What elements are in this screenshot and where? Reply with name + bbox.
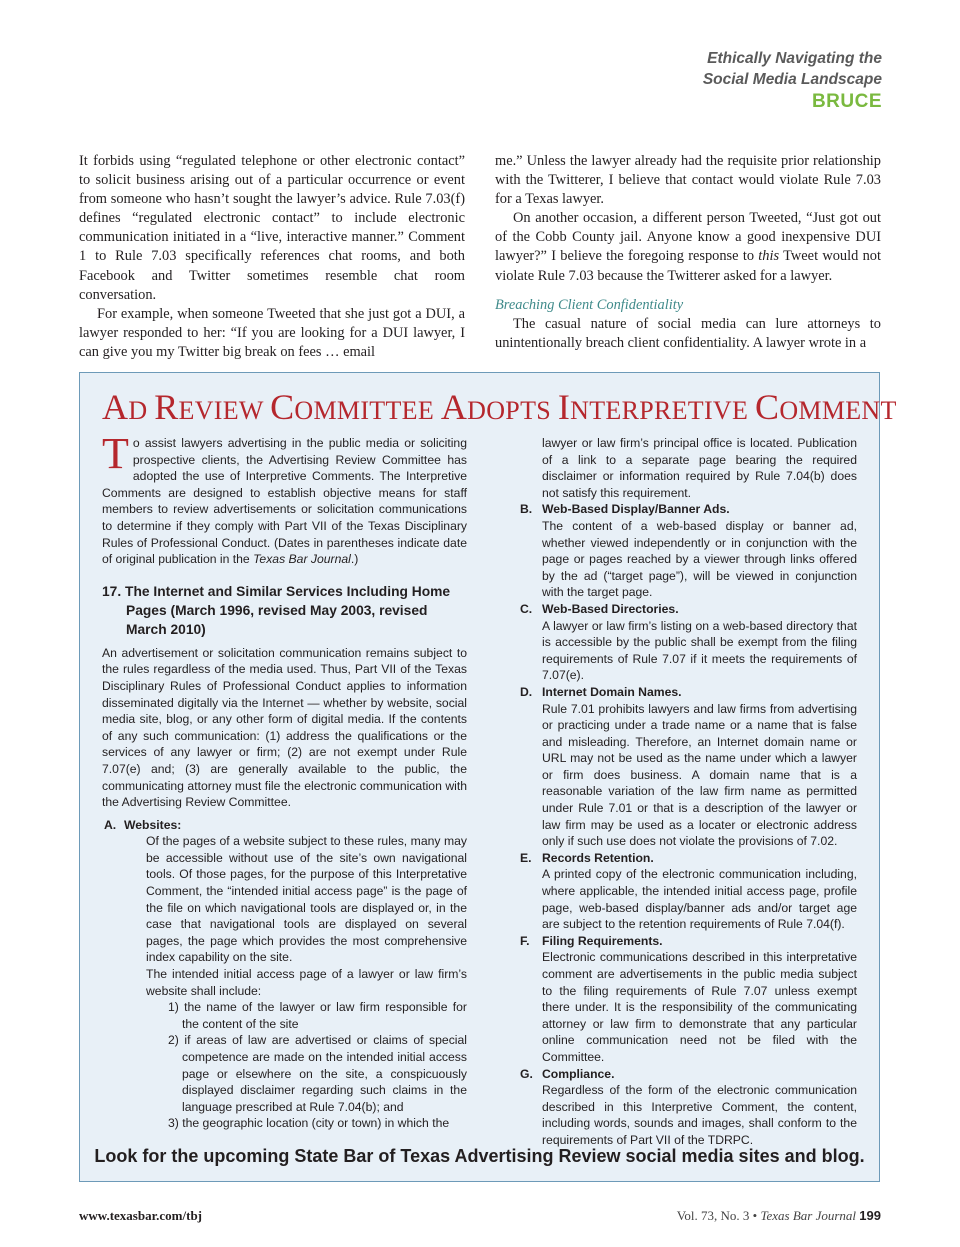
subsection-letter: A.: [104, 817, 117, 832]
subsection-letter: B.: [520, 502, 533, 517]
text-run: On another occasion, a different person Tweeted, “Just got out of the Cobb County jail. Anyone know a good inexpensive DUI lawyer?” I believe the foregoing response to: [495, 210, 881, 265]
interpretive-comment-sidebar: [79, 372, 897, 1182]
text-run: Tweet would not violate Rule 7.03 because the Twitterer asked for a lawyer.: [495, 248, 881, 284]
drop-cap: T: [102, 429, 129, 478]
title-cap: C: [755, 387, 780, 427]
emphasis-text: this: [758, 248, 780, 265]
subsection-body: The intended initial access page of a lawyer or law firm’s website shall include:: [146, 967, 467, 998]
subsection-body: Of the pages of a website subject to these rules, many may be accessible without use of the site’s own navigational tools. Of those pages, for the purpose of this Interpretative Comment, the “intended initial access page” is the page of the file on which navigational tools are displayed or, in the case that navigational tools are displayed on several pages, the page which provides the most comprehensive index capability on the site.: [146, 834, 467, 965]
subsection-letter: E.: [520, 850, 532, 865]
subsection-heading: [520, 850, 857, 867]
list-item: 1) the name of the lawyer or law firm responsible for the content of the site: [168, 1000, 467, 1031]
subsection-body: Rule 7.01 prohibits lawyers and law firms from advertising or practicing under a trade name or a name that is false and misleading. Therefore, an Internet domain name or URL may not be used as the name under which a lawyer or firm does business. A domain name that is a reasonable variation of the law firm name as permitted under Rule 7.01 or that is a description of the lawyer or law firm may be used as a locater or electronic address only if such use does not violate the provisions of 7.02.: [542, 701, 857, 849]
subsection-body: The content of a web-based display or banner ad, whether viewed independently or in conjunction with the page or pages reached by a viewer through links offered by the ad (“target page”), will be viewed in conjunction with the target page.: [542, 518, 857, 600]
subsection-body: Regardless of the form of the electronic communication described in this Interpretive Comment, the content, including words, sounds and images, shall conform to the requirements of Part VII of the TDRPC.: [542, 1083, 857, 1147]
article-paragraph: [495, 209, 881, 285]
list-item-continued: lawyer or law firm’s principal office is located. Publication of a link to a separate page bearing the required disclaimer or information required by Rule 7.04(b) does not satisfy this requirement.: [542, 436, 857, 500]
title-cap: R: [154, 387, 179, 427]
sidebar-column-left: [102, 429, 467, 1132]
subsection-heading: [102, 817, 467, 834]
subsection-body: A lawyer or law firm’s listing on a web-based directory that is accessible by the public shall be exempt from the filing requirements of Rule 7.07 if it meets the requirements of 7.07(e).: [542, 618, 857, 683]
subsection-title: Websites:: [124, 817, 182, 832]
section-body: An advertisement or solicitation communication remains subject to the rules regardless of the media used. Thus, Part VII of the Texas Disciplinary Rules of Professional Conduct applies to information disseminated digitally via the Internet — whether by website, social media site, blog, or any other form of digital media. If the contents of any such communication: (1) address the qualifications or the services of any lawyer or firm; (2) are not exempt under Rule 7.07(e) and; (3) are generally available to the public, the communicating attorney must file the electronic communication with the Advertising Review Committee.: [102, 645, 467, 810]
article-paragraph: The casual nature of social media can lure attorneys to unintentionally breach client confidentiality. A lawyer wrote in a: [495, 315, 881, 351]
sidebar-intro: [102, 429, 467, 568]
subsection-title: Web-Based Directories.: [542, 601, 679, 616]
title-rest: DOPTS: [467, 396, 552, 425]
list-item: 3) the geographic location (city or town) in which the: [168, 1116, 450, 1131]
article-paragraph: me.” Unless the lawyer already had the requisite prior relationship with the Twitterer, I believe that contact would violate Rule 7.03 for a Texas lawyer.: [495, 153, 881, 208]
page-number: 199: [859, 1208, 881, 1223]
footer-bullet: •: [752, 1208, 758, 1223]
title-rest: EVIEW: [178, 396, 264, 425]
subsection-heading: [520, 501, 857, 518]
footer-journal: Texas Bar Journal: [760, 1208, 857, 1223]
subsection-heading: [520, 1066, 857, 1083]
emphasis-text: Texas Bar Journal: [253, 552, 351, 567]
sidebar-callout: Look for the upcoming State Bar of Texas Advertising Review social media sites and blog.: [94, 1146, 865, 1166]
title-rest: OMMITTEE: [294, 396, 435, 425]
article-subheading: Breaching Client Confidentiality: [495, 296, 684, 313]
subsection-letter: F.: [520, 933, 530, 948]
sidebar-column-right: [520, 435, 857, 1149]
subsection-letter: C.: [520, 601, 533, 616]
article-paragraph: For example, when someone Tweeted that she just got a DUI, a lawyer responded to her: “If you are looking for a DUI lawyer, I can give you my Twitter big break on fees … email: [79, 305, 465, 360]
subsection-title: Filing Requirements.: [542, 933, 663, 948]
header-author: BRUCE: [811, 91, 882, 112]
article-column-left: [79, 152, 465, 362]
text-run: o assist lawyers advertising in the public media or soliciting prospective clients, the Advertising Review Committee has adopted the use of Interpretive Comments. The Interpretive Comments are designed to establish objective means for staff members to review advertisements or solicitation communications to determine if they comply with Part VII of the Texas Disciplinary Rules of Professional Conduct. (Dates in parentheses indicate date of original publication in the: [102, 436, 467, 567]
article-paragraph: It forbids using “regulated telephone or other electronic contact” to solicit business arising out of a particular occurrence or event from someone who hasn’t sought the lawyer’s advice. Rule 7.03(f) defines “regulated electronic contact” to include electronic communication initiated in a “live, interactive manner.” Comment 1 to Rule 7.03 specifically references chat rooms, and both Facebook and Twitter sometimes resemble chat room conversation.: [79, 153, 465, 303]
subsection-title: Records Retention.: [542, 850, 654, 865]
header-title-line2: Social Media Landscape: [702, 71, 882, 88]
title-cap: A: [102, 387, 129, 427]
title-cap: I: [557, 387, 571, 427]
subsection-title: Compliance.: [542, 1066, 615, 1081]
footer-volume: Vol. 73, No. 3: [676, 1208, 750, 1223]
subsection-body: A printed copy of the electronic communication including, where applicable, the intended initial access page, profile page, web-based display/banner ads and/or target age are subject to the retention requirements of Rule 7.04(f).: [542, 867, 857, 932]
header-title-line1: Ethically Navigating the: [707, 50, 882, 67]
list-item: 2) if areas of law are advertised or claims of special competence are made on the intended initial access page or elsewhere on the site, a conspicuously displayed disclaimer regarding such claims in the language prescribed at Rule 7.04(b); and: [168, 1033, 467, 1114]
subsection-title: Web-Based Display/Banner Ads.: [542, 502, 730, 517]
footer-folio: [677, 1208, 881, 1224]
text-run: .): [350, 552, 359, 567]
subsection-title: Internet Domain Names.: [542, 684, 682, 699]
running-header: [703, 48, 882, 114]
title-cap: C: [270, 387, 295, 427]
title-rest: D: [128, 396, 148, 425]
footer-url[interactable]: www.texasbar.com/tbj: [79, 1208, 203, 1223]
subsection-letter: G.: [520, 1066, 533, 1081]
title-rest: OMMENT: [779, 396, 897, 425]
title-rest: NTERPRETIVE: [570, 396, 749, 425]
subsection-heading: [520, 933, 857, 950]
title-cap: A: [440, 387, 468, 427]
section-heading: 17. The Internet and Similar Services Including Home Pages (March 1996, revised May 2003, revised March 2010): [102, 583, 451, 637]
subsection-body: Electronic communications described in this interpretative comment are advertisements in the public media subject to the filing requirements of Rule 7.07 unless exempt there under. It is the responsibility of the communicating attorney or law firm to demonstrate that any particular online communication need not be filed with the Committee.: [542, 950, 857, 1064]
subsection-heading: [520, 684, 857, 701]
subsection-letter: D.: [520, 684, 533, 699]
sidebar-title: [102, 387, 897, 431]
article-column-right: [495, 152, 881, 353]
subsection-heading: [520, 601, 857, 618]
